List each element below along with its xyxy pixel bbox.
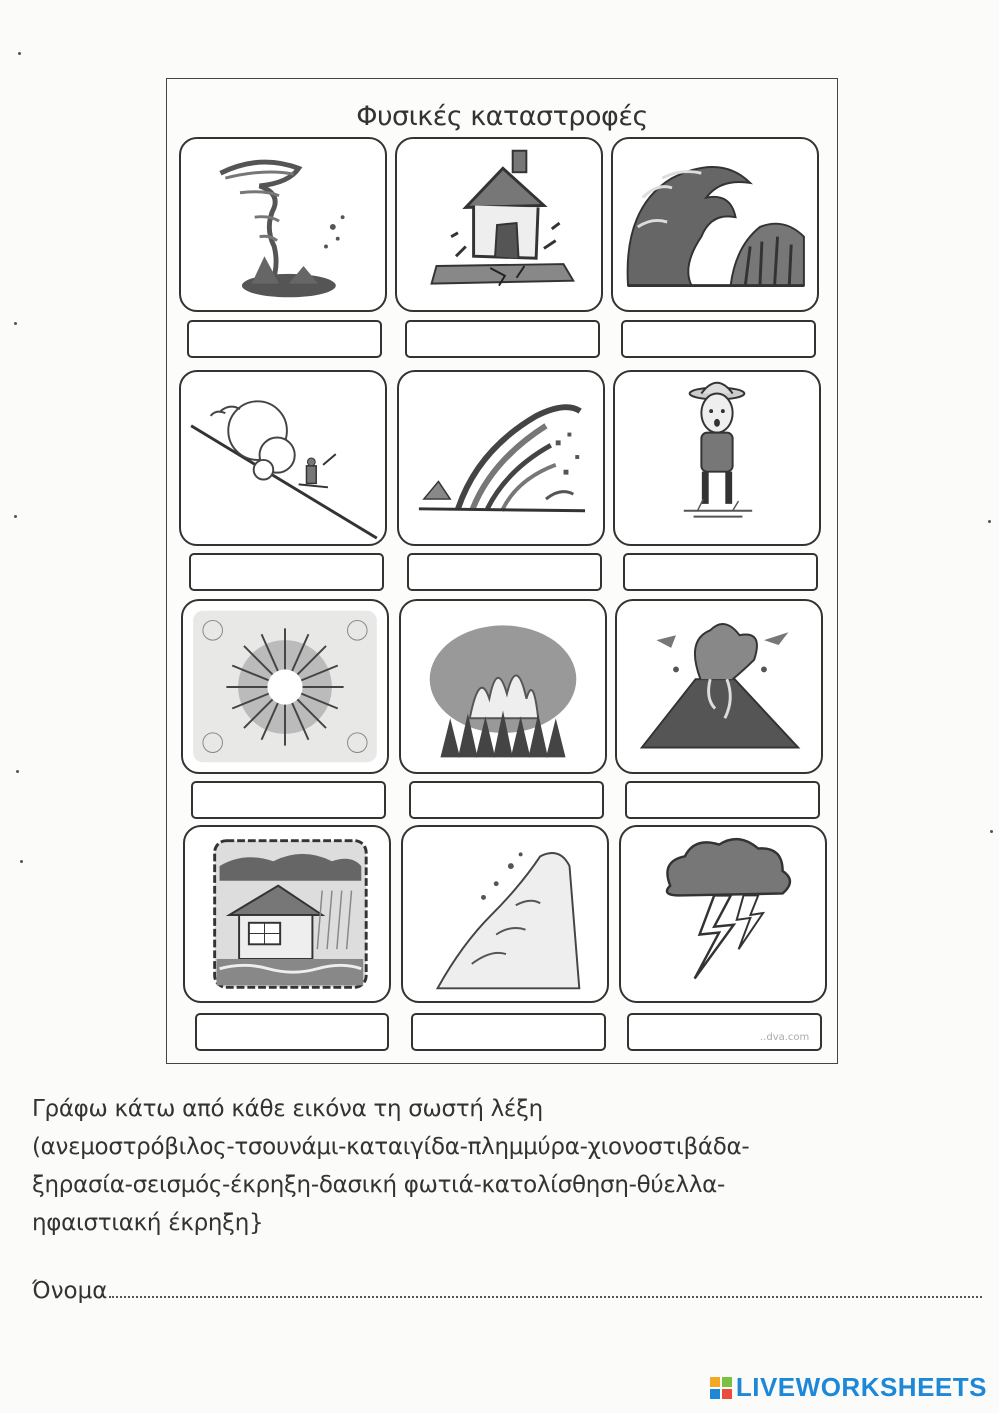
forest-fire-icon	[401, 601, 605, 772]
scan-speck	[14, 322, 17, 325]
word-bank-line: ξηρασία-σεισμός-έκρηξη-δασική φωτιά-κατολίσθηση-θύελλα-	[32, 1172, 725, 1198]
picture-card-thunderstorm	[619, 825, 827, 1003]
windstorm-icon	[399, 372, 603, 544]
brand-name: LIVEWORKSHEETS	[735, 1372, 987, 1402]
answer-input-6[interactable]	[625, 555, 816, 589]
name-label: Όνομα	[32, 1278, 108, 1304]
scan-speck	[18, 52, 21, 55]
answer-input-9[interactable]	[627, 783, 818, 817]
storm-lightning-icon	[621, 827, 825, 1001]
answer-input-5[interactable]	[409, 555, 600, 589]
scan-speck	[990, 830, 993, 833]
answer-box-1[interactable]	[187, 320, 382, 358]
landslide-icon	[403, 827, 607, 1001]
picture-card-drought	[613, 370, 821, 546]
name-dotted-line[interactable]	[109, 1278, 982, 1298]
liveworksheets-logo-icon	[710, 1377, 732, 1399]
picture-card-windstorm	[397, 370, 605, 546]
answer-box-2[interactable]	[405, 320, 600, 358]
answer-input-10[interactable]	[197, 1015, 387, 1049]
picture-card-avalanche	[179, 370, 387, 546]
answer-input-7[interactable]	[193, 783, 384, 817]
liveworksheets-brand[interactable]	[710, 1372, 987, 1403]
picture-card-earthquake	[395, 137, 603, 312]
answer-box-9[interactable]	[625, 781, 820, 819]
scan-speck	[988, 520, 991, 523]
volcano-icon	[617, 601, 821, 772]
picture-card-tornado	[179, 137, 387, 312]
worksheet-title: Φυσικές καταστροφές	[356, 101, 648, 132]
answer-input-4[interactable]	[191, 555, 382, 589]
earthquake-house-icon	[397, 139, 601, 310]
name-field-row	[32, 1278, 982, 1304]
answer-box-8[interactable]	[409, 781, 604, 819]
word-bank-line: (ανεμοστρόβιλος-τσουνάμι-καταιγίδα-πλημμύρα-χιονοστιβάδα-	[32, 1134, 750, 1160]
picture-card-forest-fire	[399, 599, 607, 774]
picture-card-landslide	[401, 825, 609, 1003]
tornado-icon	[181, 139, 385, 310]
answer-box-11[interactable]	[411, 1013, 606, 1051]
tsunami-wave-icon	[613, 139, 817, 310]
flood-house-icon	[185, 827, 389, 1001]
picture-card-volcano	[615, 599, 823, 774]
answer-input-2[interactable]	[407, 322, 598, 356]
answer-box-5[interactable]	[407, 553, 602, 591]
picture-card-flood	[183, 825, 391, 1003]
scan-speck	[14, 515, 17, 518]
explosion-icon	[183, 601, 387, 772]
instruction-line: Γράφω κάτω από κάθε εικόνα τη σωστή λέξη	[32, 1096, 543, 1122]
answer-box-6[interactable]	[623, 553, 818, 591]
answer-box-10[interactable]	[195, 1013, 389, 1051]
picture-card-tsunami	[611, 137, 819, 312]
avalanche-icon	[181, 372, 385, 544]
answer-input-8[interactable]	[411, 783, 602, 817]
answer-input-11[interactable]	[413, 1015, 604, 1049]
answer-box-3[interactable]	[621, 320, 816, 358]
worksheet-panel	[166, 78, 838, 1064]
word-bank-line: ηφαιστιακή έκρηξη}	[32, 1210, 264, 1236]
scan-speck	[20, 860, 23, 863]
drought-farmer-icon	[615, 372, 819, 544]
scan-speck	[16, 770, 19, 773]
picture-card-explosion	[181, 599, 389, 774]
answer-box-4[interactable]	[189, 553, 384, 591]
answer-input-1[interactable]	[189, 322, 380, 356]
answer-box-7[interactable]	[191, 781, 386, 819]
answer-input-3[interactable]	[623, 322, 814, 356]
source-watermark: ..dva.com	[760, 1032, 810, 1043]
instructions-text	[32, 1090, 982, 1242]
